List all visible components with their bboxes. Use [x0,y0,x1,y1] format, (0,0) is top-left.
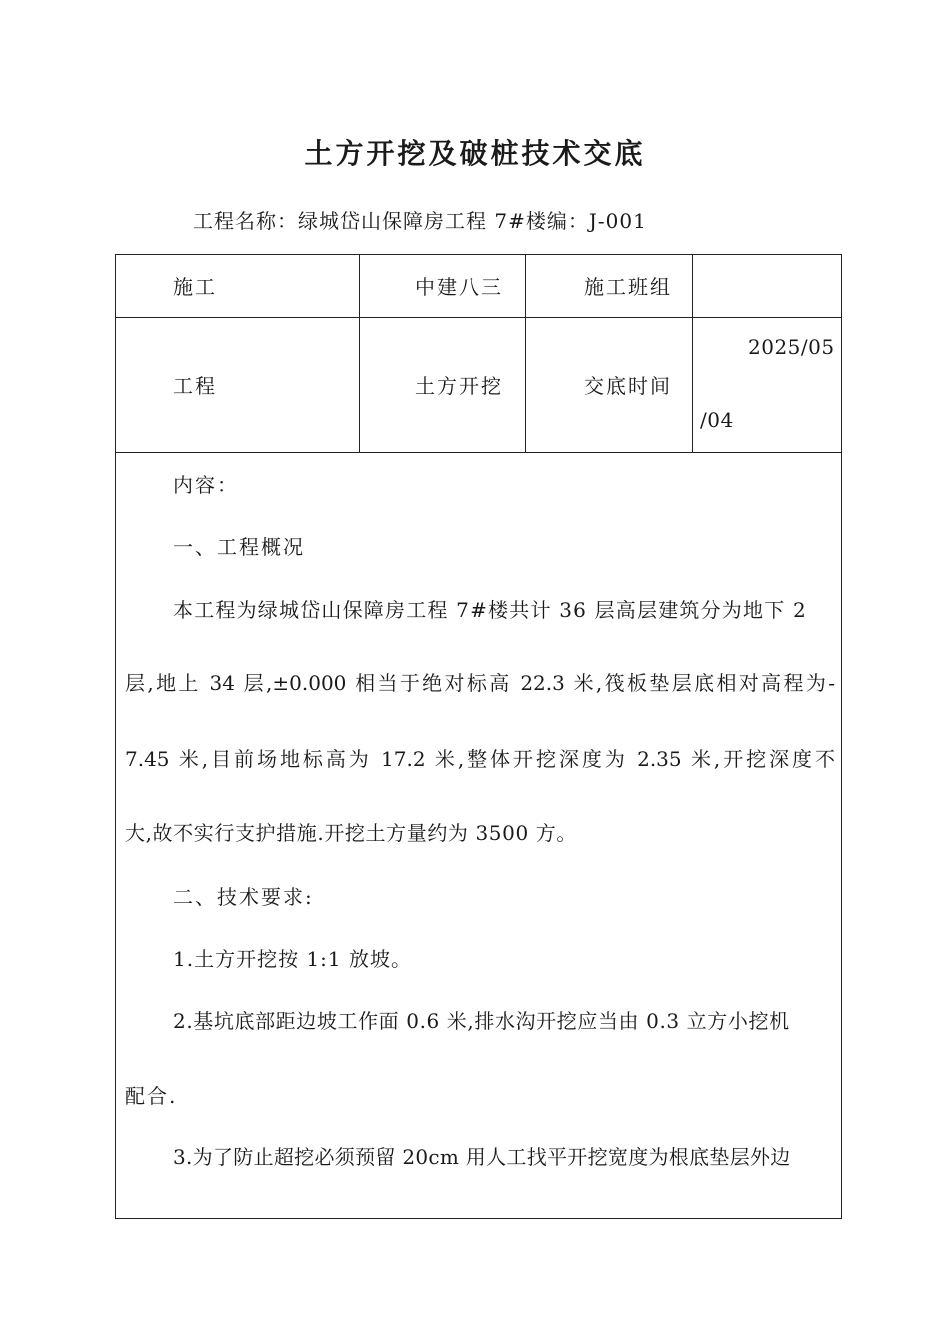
value-project: 土方开挖 [415,374,503,398]
table-col-divider-3 [692,254,693,452]
content-heading: 内容： [173,473,239,497]
value-briefing-date-part1: 2025/05 [748,335,835,359]
project-meta-line: 工程名称：绿城岱山保障房工程 7#楼编：J-001 [193,209,647,233]
requirement-item-2-line-2: 配合. [125,1084,178,1108]
overview-line-4: 大,故不实行支护措施.开挖土方量约为 3500 方。 [125,821,577,845]
section-heading-overview: 一、工程概况 [173,535,305,559]
section-heading-requirements: 二、技术要求: [173,885,314,909]
label-briefing-time: 交底时间 [584,374,672,398]
value-briefing-date-part2: /04 [700,408,734,432]
value-contractor: 中建八三 [415,275,503,299]
table-row-divider-1 [115,317,842,318]
requirement-item-3: 3.为了防止超挖必须预留 20cm 用人工找平开挖宽度为根底垫层外边 [173,1145,791,1169]
table-border-left [115,254,116,1219]
table-border-top [115,254,842,255]
overview-line-3: 7.45 米,目前场地标高为 17.2 米,整体开挖深度为 2.35 米,开挖深度不 [125,747,835,771]
overview-line-1: 本工程为绿城岱山保障房工程 7#楼共计 36 层高层建筑分为地下 2 [173,598,807,622]
table-border-right [841,254,842,1219]
table-row-divider-2 [115,452,842,453]
requirement-item-1: 1.土方开挖按 1:1 放坡。 [173,947,412,971]
label-project: 工程 [173,374,217,398]
label-crew: 施工班组 [584,275,672,299]
requirement-item-2-line-1: 2.基坑底部距边坡工作面 0.6 米,排水沟开挖应当由 0.3 立方小挖机 [173,1009,790,1033]
document-title: 土方开挖及破桩技术交底 [304,137,646,170]
table-col-divider-2 [525,254,526,452]
label-construction: 施工 [173,275,217,299]
overview-line-2: 层,地上 34 层,±0.000 相当于绝对标高 22.3 米,筏板垫层底相对高程为- [125,671,835,695]
table-border-bottom [115,1218,842,1219]
